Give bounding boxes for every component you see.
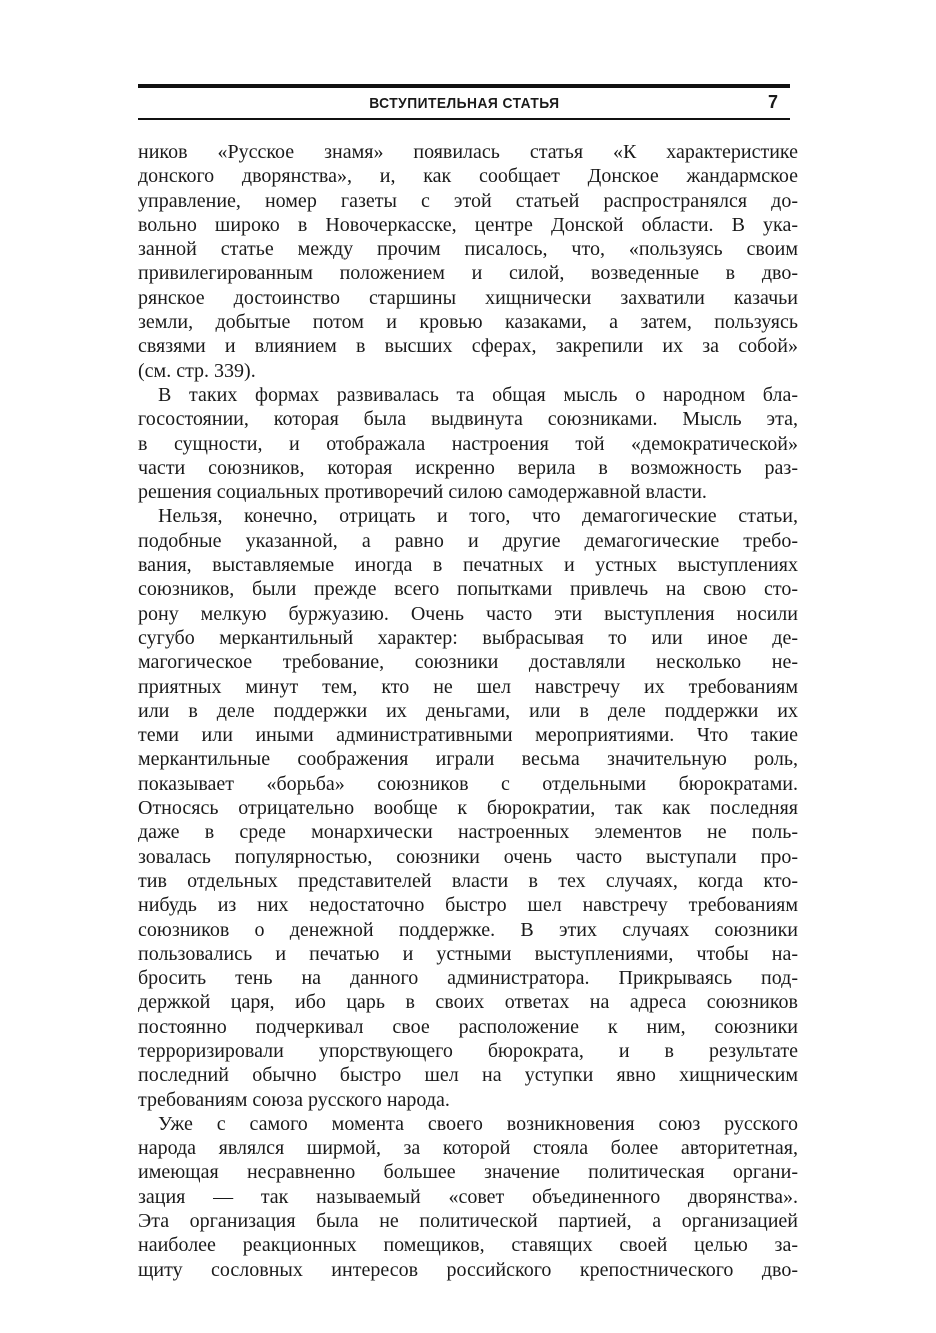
page-number: 7: [767, 92, 778, 112]
text-line: занной статье между прочим писалось, что, «пользуясь своим: [138, 238, 798, 261]
text-line: части союзников, которая искренно верила в возможность раз-: [138, 456, 798, 479]
text-line: союзников о денежной поддержке. В этих случаях союзники: [138, 918, 798, 941]
text-line: сугубо меркантильный характер: выбрасывая то или иное де-: [138, 626, 798, 649]
text-line: госостоянии, которая была выдвинута союзниками. Мысль эта,: [138, 408, 798, 431]
text-line: даже в среде монархически настроенных элементов не поль-: [138, 821, 798, 844]
text-line: управление, номер газеты с этой статьей распространялся до-: [138, 189, 798, 212]
text-line: последний обычно быстро шел на уступки явно хищническим: [138, 1064, 798, 1087]
text-line: нибудь из них недостаточно быстро шел навстречу требованиям: [138, 894, 798, 917]
header-rule-top: [138, 84, 790, 88]
text-line: союзников, были прежде всего попытками привлечь на свою сто-: [138, 578, 798, 601]
text-line: или в деле поддержки их деньгами, или в деле поддержки их: [138, 699, 798, 722]
text-line: решения социальных противоречий силою самодержавной власти.: [138, 481, 707, 504]
text-line: меркантильные соображения играли весьма значительную роль,: [138, 748, 798, 771]
text-line: показывает «борьба» союзников с отдельными бюрократами.: [138, 772, 798, 795]
text-line: постоянно подчеркивал свое расположение к ним, союзники: [138, 1015, 798, 1038]
text-line: Эта организация была не политической партией, а организацией: [138, 1210, 798, 1233]
header-rule-bottom: [138, 118, 790, 120]
text-line: рону мелкую буржуазию. Очень часто эти выступления носили: [138, 602, 798, 625]
text-line: наиболее реакционных помещиков, ставящих своей целью за-: [138, 1234, 798, 1257]
text-line: приятных минут тем, кто не шел навстречу их требованиям: [138, 675, 798, 698]
text-line: имеющая несравненно большее значение политическая органи-: [138, 1161, 798, 1184]
text-line: связями и влиянием в высших сферах, закрепили их за собой»: [138, 335, 798, 358]
text-line: теми или иными административными мероприятиями. Что такие: [138, 724, 798, 747]
text-line: в сущности, и отображала настроения той «демократической»: [138, 432, 798, 455]
text-line: щиту сословных интересов российского крепостнического дво-: [138, 1258, 798, 1281]
text-line: В таких формах развивалась та общая мысль о народном бла-: [158, 383, 798, 406]
text-line: подобные указанной, а равно и другие демагогические требо-: [138, 529, 798, 552]
text-line: ников «Русское знамя» появилась статья «К характеристике: [138, 141, 798, 163]
text-line: народа являлся ширмой, за которой стояла более авторитетная,: [138, 1137, 798, 1160]
text-line: привилегированным положением и силой, возведенные в дво-: [138, 262, 798, 285]
body-text: [138, 140, 798, 1282]
running-title: ВСТУПИТЕЛЬНАЯ СТАТЬЯ: [368, 94, 560, 112]
text-line: пользовались и печатью и устными выступлениями, чтобы на-: [138, 942, 798, 965]
text-line: магогическое требование, союзники доставляли несколько не-: [138, 651, 798, 674]
text-line: земли, добытые потом и кровью казаками, а затем, пользуясь: [138, 311, 798, 334]
text-line: тив отдельных представителей власти в тех случаях, когда кто-: [138, 869, 798, 892]
text-line: держкой царя, ибо царь в своих ответах на адреса союзников: [138, 991, 798, 1014]
text-line: рянское достоинство старшины хищнически захватили казачьи: [138, 286, 798, 309]
text-line: зация — так называемый «совет объединенного дворянства».: [138, 1185, 798, 1208]
text-line: (см. стр. 339).: [138, 359, 256, 382]
text-line: зовалась популярностью, союзники очень часто выступали про-: [138, 845, 798, 868]
text-line: Уже с самого момента своего возникновения союз русского: [158, 1112, 798, 1135]
text-line: Относясь отрицательно вообще к бюрократии, так как последняя: [138, 797, 798, 820]
text-line: вольно широко в Новочеркасске, центре Донской области. В ука-: [138, 213, 798, 236]
running-head: [138, 90, 790, 116]
text-line: терроризировали упорствующего бюрократа, и в результате: [138, 1039, 798, 1062]
text-line: требованиям союза русского народа.: [138, 1088, 450, 1111]
text-line: вания, выставляемые иногда в печатных и устных выступлениях: [138, 554, 798, 577]
text-line: Нельзя, конечно, отрицать и того, что демагогические статьи,: [158, 505, 798, 528]
text-line: донского дворянства», и, как сообщает Донское жандармское: [138, 165, 798, 188]
text-line: бросить тень на данного администратора. Прикрываясь под-: [138, 967, 798, 990]
